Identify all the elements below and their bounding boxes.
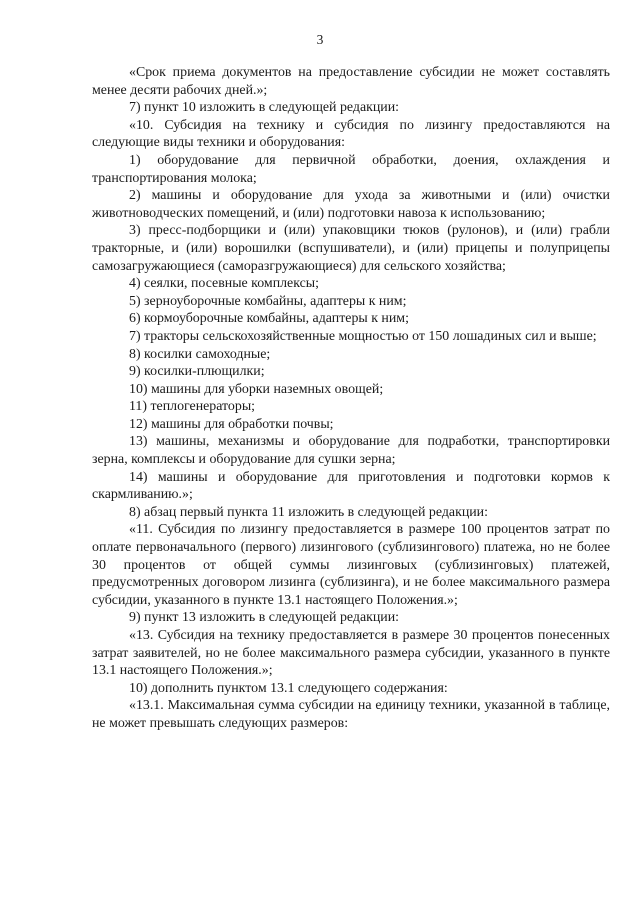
paragraph: «Срок приема документов на предоставление субсидии не может составлять менее десяти рабочих дней.»; — [92, 65, 610, 98]
paragraph: 8) абзац первый пункта 11 изложить в следующей редакции: — [129, 504, 488, 520]
list-item: 11) теплогенераторы; — [129, 399, 256, 415]
paragraph: 7) пункт 10 изложить в следующей редакции: — [129, 100, 400, 116]
list-item: 9) косилки-плющилки; — [129, 364, 265, 380]
list-item: 2) машины и оборудование для ухода за животными и (или) очистки животноводческих помещений, и (или) подготовки навоза к использованию; — [92, 188, 610, 221]
paragraph: «13. Субсидия на технику предоставляется в размере 30 процентов понесенных затрат заявителей, но не более максимального размера субсидии, указанного в пункте 13.1 настоящего Положения.»; — [92, 628, 610, 679]
list-item: 7) тракторы сельскохозяйственные мощностью от 150 лошадиных сил и выше; — [129, 328, 597, 344]
page-number: 3 — [316, 32, 324, 47]
paragraph: «11. Субсидия по лизингу предоставляется в размере 100 процентов затрат по оплате первоначального (первого) лизингового (сублизингового) платежа, но не более 30 процентов от общей суммы лизинговых (сублизинговых) платежей, предусмотренных договором лизинга (сублизинга), и не более максимального размера субсидии, указанного в пункте 13.1 настоящего Положения.»; — [92, 522, 610, 608]
document-body — [92, 64, 610, 733]
list-item: 5) зерноуборочные комбайны, адаптеры к ним; — [129, 293, 407, 309]
paragraph: «10. Субсидия на технику и субсидия по лизингу предоставляются на следующие виды техники и оборудования: — [92, 117, 610, 151]
list-item: 10) машины для уборки наземных овощей; — [129, 381, 384, 397]
list-item: 6) кормоуборочные комбайны, адаптеры к ним; — [129, 311, 409, 327]
paragraph: 10) дополнить пунктом 13.1 следующего содержания: — [129, 680, 448, 696]
list-item: 12) машины для обработки почвы; — [129, 416, 334, 432]
list-item: 13) машины, механизмы и оборудование для подработки, транспортировки зерна, комплексы и оборудование для сушки зерна; — [92, 434, 610, 468]
list-item: 4) сеялки, посевные комплексы; — [129, 276, 319, 292]
list-item: 8) косилки самоходные; — [129, 346, 271, 362]
list-item: 14) машины и оборудование для приготовления и подготовки кормов к скармливанию.»; — [92, 469, 610, 503]
paragraph: «13.1. Максимальная сумма субсидии на единицу техники, указанной в таблице, не может превышать следующих размеров: — [92, 698, 610, 731]
list-item: 1) оборудование для первичной обработки, доения, охлаждения и транспортирования молока; — [92, 152, 610, 186]
list-item: 3) пресс-подборщики и (или) упаковщики тюков (рулонов), и (или) грабли тракторные, и (или) ворошилки (вспушиватели), и (или) прицепы и полуприцепы самозагружающиеся (саморазгружающиеся) для сельского хозяйства; — [92, 223, 610, 274]
paragraph: 9) пункт 13 изложить в следующей редакции: — [129, 610, 400, 626]
